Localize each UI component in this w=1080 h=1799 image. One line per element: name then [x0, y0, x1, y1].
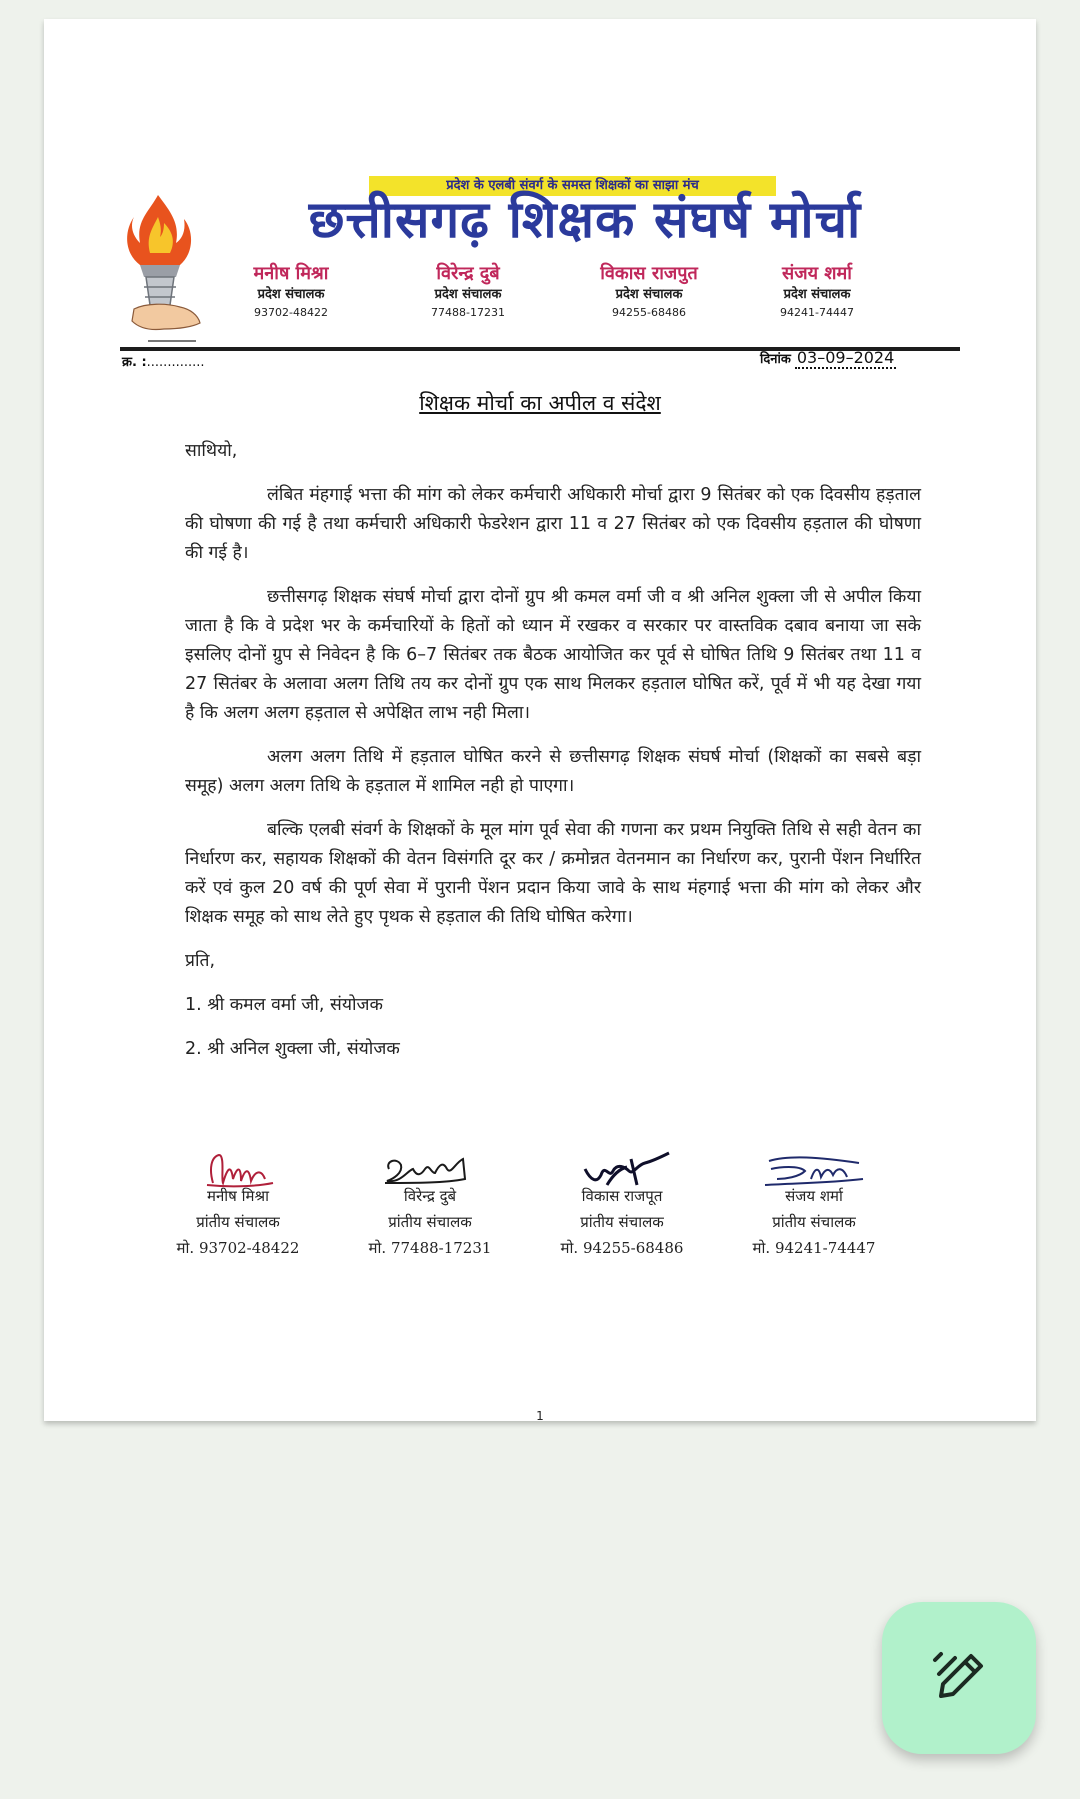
date-label: दिनांक — [760, 352, 791, 367]
date-value: 03–09–2024 — [796, 348, 895, 367]
salutation: साथियो, — [185, 441, 238, 461]
person-name: मनीष मिश्रा — [253, 263, 329, 284]
person-name: विकास राजपुत — [600, 263, 698, 284]
person-phone: 94241-74447 — [780, 306, 854, 319]
signatory-role: प्रांतीय संचालक — [388, 1213, 472, 1231]
body-paragraph: लंबित मंहगाई भत्ता की मांग को लेकर कर्मचारी अधिकारी मोर्चा द्वारा 9 सितंबर को एक दिवसीय हड़ताल की घोषणा की गई है तथा कर्मचारी अधिकारी फेडरेशन द्वारा 11 व 27 सितंबर को एक दिवसीय हड़ताल की घोषणा की गई है। — [185, 485, 921, 563]
reference-number — [122, 352, 205, 370]
letterhead-person — [732, 263, 902, 321]
signatory-phone: मो. 94255-68486 — [560, 1239, 684, 1257]
person-role: प्रदेश संचालक — [615, 287, 683, 302]
organization-title: छत्तीसगढ़ शिक्षक संघर्ष मोर्चा — [308, 191, 862, 250]
signatory-phone: मो. 77488-17231 — [368, 1239, 492, 1257]
person-role: प्रदेश संचालक — [434, 287, 502, 302]
document-title: शिक्षक मोर्चा का अपील व संदेश — [419, 391, 661, 415]
signatory-name: विकास राजपूत — [581, 1187, 663, 1205]
body-paragraph: अलग अलग तिथि में हड़ताल घोषित करने से छत्तीसगढ़ शिक्षक संघर्ष मोर्चा (शिक्षकों का सबसे बड़ा समूह) अलग अलग तिथि के हड़ताल में शामिल नही हो पाएगा। — [185, 747, 921, 796]
signatory-phone: मो. 94241-74447 — [752, 1239, 876, 1257]
signatory-role: प्रांतीय संचालक — [196, 1213, 280, 1231]
recipient-item: 1. श्री कमल वर्मा जी, संयोजक — [185, 995, 383, 1015]
letterhead-tagline: प्रदेश के एलबी संवर्ग के समस्त शिक्षकों का साझा मंच — [369, 176, 776, 196]
signature-block — [522, 1149, 722, 1261]
torch-logo-icon — [118, 191, 204, 343]
signatory-name: संजय शर्मा — [785, 1187, 843, 1205]
document-page — [44, 19, 1036, 1421]
page-number: 1 — [536, 1409, 544, 1423]
person-phone: 77488-17231 — [431, 306, 505, 319]
signatory-phone: मो. 93702-48422 — [176, 1239, 300, 1257]
signature-block — [138, 1149, 338, 1261]
person-name: संजय शर्मा — [782, 263, 852, 284]
signatory-name: विरेन्द्र दुबे — [403, 1187, 457, 1205]
document-body — [185, 437, 921, 1079]
person-phone: 94255-68486 — [612, 306, 686, 319]
signatory-role: प्रांतीय संचालक — [772, 1213, 856, 1231]
letterhead-person — [564, 263, 734, 321]
to-label: प्रति, — [185, 951, 216, 971]
edit-fab-button[interactable] — [882, 1602, 1036, 1754]
person-role: प्रदेश संचालक — [783, 287, 851, 302]
body-paragraph: छत्तीसगढ़ शिक्षक संघर्ष मोर्चा द्वारा दोनों ग्रुप श्री कमल वर्मा जी व श्री अनिल शुक्ला जी से अपील किया जाता है कि वे प्रदेश भर के कर्मचारियों के हितों को ध्यान में रखकर व सरकार पर वास्तविक दबाव बनाया जा सके इसलिए दोनों ग्रुप से निवेदन है कि 6–7 सितंबर तक बैठक आयोजित कर पूर्व से घोषित तिथि 9 सितंबर तथा 11 व 27 सितंबर के अलावा अलग तिथि तय कर दोनों ग्रुप एक साथ मिलकर हड़ताल घोषित करें, पूर्व में भी यह देखा गया है कि अलग अलग हड़ताल से अपेक्षित लाभ नही मिला। — [185, 587, 921, 723]
signatory-name: मनीष मिश्रा — [207, 1187, 269, 1205]
signature-block — [330, 1149, 530, 1261]
recipient-item: 2. श्री अनिल शुक्ला जी, संयोजक — [185, 1039, 400, 1059]
signatory-role: प्रांतीय संचालक — [580, 1213, 664, 1231]
person-phone: 93702-48422 — [254, 306, 328, 319]
reference-blank: .............. — [146, 355, 205, 370]
person-name: विरेन्द्र दुबे — [436, 263, 500, 284]
letterhead-person — [206, 263, 376, 321]
edit-pen-icon — [931, 1650, 987, 1706]
letter-date — [760, 348, 896, 367]
letterhead-person — [383, 263, 553, 321]
signature-block — [714, 1149, 914, 1261]
reference-label: क्र. : — [122, 355, 147, 370]
body-paragraph: बल्कि एलबी संवर्ग के शिक्षकों के मूल मांग पूर्व सेवा की गणना कर प्रथम नियुक्ति तिथि से सही वेतन का निर्धारण कर, सहायक शिक्षकों की वेतन विसंगति दूर कर / क्रमोन्नत वेतनमान का निर्धारण कर, पुरानी पेंशन निर्धारित करें एवं कुल 20 वर्ष की पूर्ण सेवा में पुरानी पेंशन प्रदान किया जावे के साथ मंहगाई भत्ता की मांग को लेकर और शिक्षक समूह को साथ लेते हुए पृथक से हड़ताल की तिथि घोषित करेगा। — [185, 820, 921, 927]
person-role: प्रदेश संचालक — [257, 287, 325, 302]
